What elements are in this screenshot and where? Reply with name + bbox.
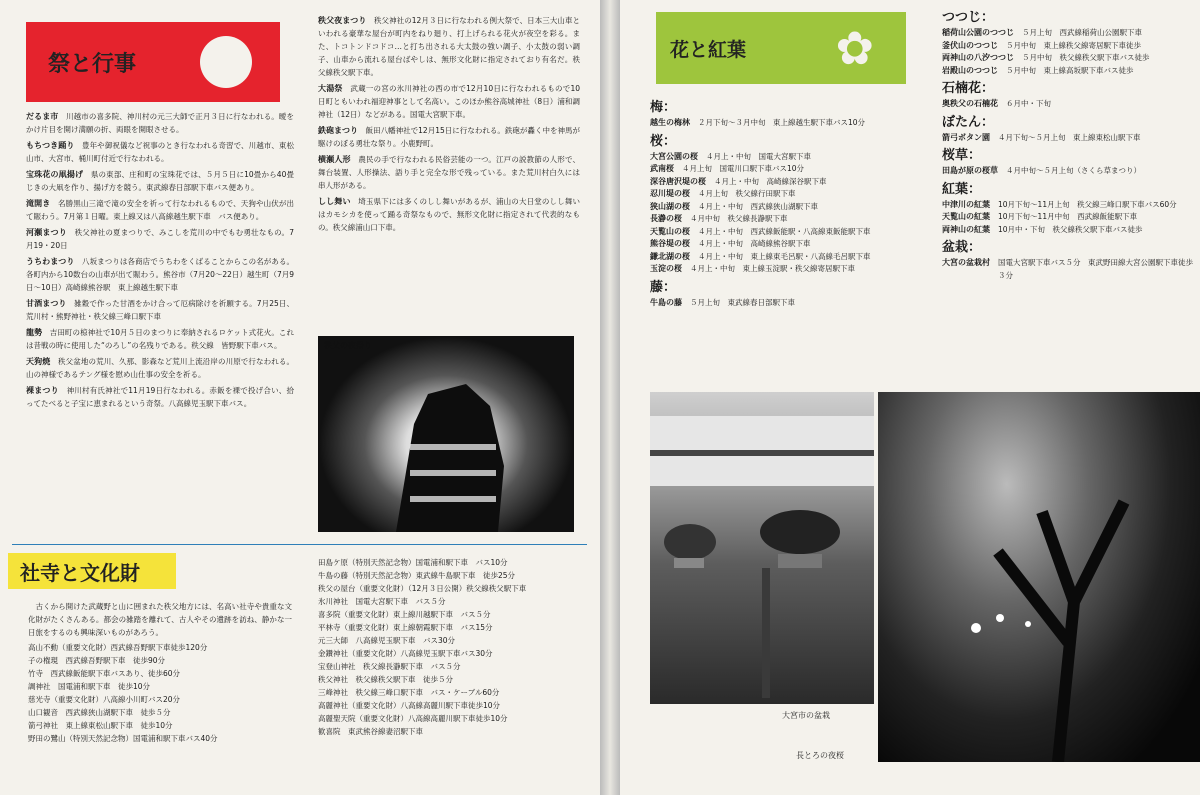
- festival-entry: [26, 355, 294, 381]
- festival-entry: [318, 82, 580, 121]
- cherry-blossom-icon: ✿: [835, 21, 874, 75]
- temple-entry: 高麗聖天院（重要文化財）八高線高麗川駅下車徒歩10分: [318, 714, 508, 723]
- festival-text: 名勝黒山三滝で滝の安全を祈って行なわれるもので、天狗や山伏が出て賑わう。7月第１日曜。東上線又は八高線越生駅下車 バス便あり。: [26, 199, 294, 221]
- temple-entry: 秩父神社 秩父線秩父駅下車 徒歩５分: [318, 675, 453, 684]
- festival-entry: [26, 197, 294, 223]
- festival-text: 豊年や御祝儀など祝事のとき行なわれる奇習で、川越市、東松山市、大宮市、桶川町付近で行なわれる。: [26, 141, 294, 163]
- festival-entry: [26, 139, 294, 165]
- festival-name: 河瀬まつり: [26, 228, 67, 237]
- flower-place: 天覧山の桜: [650, 226, 690, 236]
- flower-info: ４月中旬 秩父線長瀞駅下車: [690, 214, 788, 223]
- festival-text: 飯田八幡神社で12月15日に行なわれる。鉄砲が轟く中を神馬が駆けのぼる勇壮な祭り。小鹿野町。: [318, 126, 580, 148]
- festival-text: 秩父盆地の荒川、久那、影森など荒川上流沿岸の川原で行なわれる。山の神様であるテング様を慰め山仕事の安全を祈る。: [26, 357, 294, 379]
- festival-name: 横瀬人形: [318, 155, 351, 164]
- flower-entry: [650, 201, 912, 214]
- festival-text: 吉田町の椋神社で10月５日のまつりに奉納されるロケット式花火。これは昔戦の時に使用した“のろし”の名残りである。秩父線 皆野駅下車バス。: [26, 328, 294, 350]
- flower-section-heading: ぼたん：: [942, 114, 995, 130]
- flower-info: 国電大宮駅下車バス５分 東武野田線大宮公園駅下車徒歩３分: [998, 258, 1193, 280]
- festival-entry: [26, 226, 294, 252]
- flower-info: ４月上・中旬 東上線玉淀駅・秩父線寄居駅下車: [690, 264, 855, 273]
- festival-entry: [318, 124, 580, 150]
- flower-entry: [942, 40, 1200, 53]
- temple-entry: 喜多院（重要文化財）東上線川越駅下車 バス５分: [318, 610, 491, 619]
- flower-entry: [650, 117, 912, 130]
- flower-place: 狭山湖の桜: [650, 201, 690, 211]
- festival-text: 武蔵一の宮の氷川神社の西の市で12月10日に行なわれるもので10日町ともいわれ福迎神事として名高い。このほか熊谷高城神社（8日）浦和調神社（12日）などがある。国電大宮駅下車。: [318, 84, 580, 119]
- festival-name: 宝珠花の凧揚げ: [26, 170, 84, 179]
- temple-entry: 野田の鷺山（特別天然記念物）国電浦和駅下車バス40分: [28, 734, 218, 743]
- temple-entry: 牛島の藤（特別天然記念物）東武線牛島駅下車 徒歩25分: [318, 571, 516, 580]
- flower-entry: [942, 27, 1200, 40]
- festival-name: 天狗焼: [26, 357, 51, 366]
- flower-place: 長瀞の桜: [650, 214, 682, 223]
- flower-info: ５月中旬 東上線秩父線寄居駅下車徒歩: [1006, 40, 1141, 50]
- temple-entry: 宝登山神社 秩父線長瀞駅下車 バス５分: [318, 662, 461, 671]
- temple-entry: 秩父の屋台（重要文化財）（12月３日公開）秩父線秩父駅下車: [318, 584, 527, 593]
- flower-place: 牛島の藤: [650, 297, 682, 307]
- flower-section-heading: 紅葉：: [942, 181, 982, 197]
- flower-place: 天覧山の紅葉: [942, 212, 990, 221]
- flower-section-heading: つつじ：: [942, 10, 995, 25]
- temples-heading: [8, 553, 176, 589]
- flower-info: ５月中旬 秩父線秩父駅下車バス徒歩: [1022, 53, 1150, 62]
- temple-entry: 山口観音 西武線狭山湖駅下車 徒歩５分: [28, 708, 171, 717]
- flower-info: ４月上旬 国電川口駅下車バス10分: [682, 164, 805, 173]
- flower-entry: [942, 52, 1200, 65]
- temple-entry: 金鑽神社（重要文化財）八高線児玉駅下車バス30分: [318, 649, 493, 658]
- festival-name: 秩父夜まつり: [318, 16, 367, 25]
- lantern-icon: [200, 36, 252, 88]
- flower-entry: [650, 251, 912, 264]
- festival-entry: [318, 195, 580, 234]
- flower-section-heading: 藤：: [650, 279, 677, 295]
- book-gutter: [600, 0, 620, 795]
- flower-info: ４月下旬～５月上旬 東上線東松山駅下車: [998, 132, 1141, 142]
- temple-entry: 高麗神社（重要文化財）八高線高麗川駅下車徒歩10分: [318, 701, 501, 710]
- temple-entry: 歓喜院 東武熊谷線妻沼駅下車: [318, 727, 423, 736]
- flower-entry: [942, 165, 1200, 178]
- temple-entry: 平林寺（重要文化財）東上線朝霞駅下車 バス15分: [318, 623, 493, 632]
- flower-info: ４月上旬 秩父線行田駅下車: [698, 189, 796, 198]
- temples-column-2: [318, 556, 580, 774]
- flower-info: ５月中旬 東上線高坂駅下車バス徒歩: [1006, 65, 1134, 75]
- temples-column-1: [28, 600, 292, 745]
- festival-text: 埼玉県下には多くのしし舞いがあるが、浦山の大日堂のしし舞いはカモシカを使って踊る奇祭なもので、無形文化財に指定されて代表的なもの。秩父線浦山口下車。: [318, 197, 580, 232]
- flowers-column-2: [942, 6, 1200, 390]
- flower-entry: [650, 213, 912, 226]
- flower-info: ２月下旬～３月中旬 東上線越生駅下車バス10分: [698, 118, 866, 127]
- flower-entry: [942, 98, 1200, 111]
- temple-entry: 氷川神社 国電大宮駅下車 バス５分: [318, 597, 446, 606]
- flower-place: 田島が原の桜草: [942, 166, 998, 175]
- festival-name: 裸まつり: [26, 386, 59, 395]
- flower-section-heading: 桜：: [650, 133, 677, 149]
- flower-entry: [942, 199, 1200, 212]
- temple-entry: 竹寺 西武線飯能駅下車バスあり、徒歩60分: [28, 669, 181, 678]
- temple-entry: 三峰神社 秩父線三峰口駅下車 バス・ケーブル60分: [318, 688, 500, 697]
- flower-place: 両神山の八汐つつじ: [942, 53, 1014, 62]
- flower-info: ６月中・下旬: [1006, 99, 1051, 108]
- festival-entry: [26, 297, 294, 323]
- festival-name: 甘酒まつり: [26, 299, 67, 308]
- festival-name: もちつき踊り: [26, 141, 75, 150]
- flower-entry: [942, 65, 1200, 78]
- temple-entry: 調神社 国電浦和駅下車 徒歩10分: [28, 682, 151, 691]
- festivals-heading: [26, 22, 280, 102]
- festival-entry: [26, 326, 294, 352]
- temple-entry: 高山不動（重要文化財）西武線吾野駅下車徒歩120分: [28, 643, 208, 652]
- festival-entry: [26, 168, 294, 194]
- flower-entry: [942, 224, 1200, 237]
- flower-entry: [650, 263, 912, 276]
- flower-info: ４月上・中旬 高崎線熊谷駅下車: [698, 239, 811, 248]
- flower-entry: [942, 132, 1200, 145]
- temples-intro: 古くから開けた武蔵野と山に囲まれた秩父地方には、名高い社寺や貴重な文化財がたくさんある。都会の雑踏を離れて、古人やその遺跡を訪ね、静かな一日旅をするのも興味深いものがあろう。: [28, 602, 292, 637]
- temples-title: 社寺と文化財: [20, 560, 140, 585]
- flowers-column-1: [650, 96, 912, 388]
- festival-entry: [26, 255, 294, 294]
- flower-place: 奥秩父の石楠花: [942, 99, 998, 108]
- temple-entry: 元三大師 八高線児玉駅下車 バス30分: [318, 636, 456, 645]
- flower-entry: [650, 226, 912, 239]
- festival-name: うちわまつり: [26, 257, 75, 266]
- flower-place: 鎌北湖の桜: [650, 251, 690, 261]
- bonsai-photo: [650, 392, 874, 704]
- flower-entry: [650, 163, 912, 176]
- flower-place: 忍川堤の桜: [650, 189, 690, 198]
- temple-entry: 子の権現 西武線吾野駅下車 徒歩90分: [28, 656, 166, 665]
- festival-entry: [318, 14, 580, 79]
- right-page: [620, 0, 1200, 795]
- flower-info: ４月上・中旬 西武線狭山湖駅下車: [698, 201, 818, 211]
- festivals-column-2: [318, 14, 580, 336]
- festivals-column-1: [26, 110, 294, 538]
- flower-place: 大宮公園の桜: [650, 151, 698, 161]
- festival-entry: [26, 384, 294, 410]
- flower-entry: [650, 151, 912, 164]
- flowers-title: 花と紅葉: [670, 38, 747, 61]
- flower-info: ４月中旬～５月上旬（さくら草まつり）: [1006, 166, 1141, 175]
- flower-info: ４月上・中旬 東上線東毛呂駅・八高線毛呂駅下車: [698, 251, 871, 261]
- festival-text: 八坂まつりは各商店でうちわをくばることからこの名がある。各町内から10数台の山車が出て賑わう。熊谷市（7月20～22日）越生町（7月9日～10日）高崎線熊谷駅 東上線越生駅下車: [26, 257, 294, 292]
- festival-name: 滝開き: [26, 199, 51, 208]
- festival-text: 県の東部、庄和町の宝珠花では、５月５日に10畳から40畳じきの大凧を作り、揚げ方を競う。東武線春日部駅下車バス便あり。: [26, 170, 294, 192]
- flower-place: 大宮の盆栽村: [942, 258, 990, 267]
- festival-text: 雑穀で作った甘酒をかけ合って厄病除けを祈願する。7月25日、荒川村・熊野神社・秩父線三峰口駅下車: [26, 299, 294, 321]
- festival-name: 鉄砲まつり: [318, 126, 359, 135]
- flower-place: 両神山の紅葉: [942, 224, 990, 234]
- festival-name: しし舞い: [318, 197, 351, 206]
- flower-section-heading: 盆栽：: [942, 240, 982, 255]
- temple-entry: 田島ケ原（特別天然記念物）国電浦和駅下車 バス10分: [318, 558, 508, 567]
- flower-entry: [650, 297, 912, 310]
- flower-info: 10月下旬～11月中旬 西武線飯能駅下車: [998, 212, 1138, 221]
- flower-info: ４月上・中旬 高崎線深谷駅下車: [714, 176, 827, 186]
- flower-info: 10月中・下旬 秩父線秩父駅下車バス徒歩: [998, 224, 1143, 234]
- flower-info: ４月上・中旬 西武線飯能駅・八高線東飯能駅下車: [698, 226, 871, 236]
- flower-place: 岩殿山のつつじ: [942, 65, 998, 75]
- festival-text: 神川村有氏神社で11月19日行なわれる。赤飯を裸で投げ合い、拾ってたべると子宝に恵まれるという奇祭。八高線児玉駅下車バス。: [26, 386, 294, 408]
- flower-entry: [650, 238, 912, 251]
- flower-place: 越生の梅林: [650, 118, 690, 127]
- festival-name: 龍勢: [26, 328, 43, 337]
- flower-info: ５月上旬 西武線稲荷山公園駅下車: [1022, 28, 1142, 37]
- festival-photo-caption: 秩父の夜祭り: [324, 341, 372, 350]
- temple-entry: 箭弓神社 東上線東松山駅下車 徒歩10分: [28, 721, 173, 730]
- flower-section-heading: 石楠花：: [942, 81, 995, 96]
- flowers-heading: [656, 12, 906, 84]
- flower-section-heading: 桜草：: [942, 148, 982, 163]
- flower-place: 深谷唐沢堤の桜: [650, 176, 706, 186]
- flower-entry: [650, 176, 912, 189]
- flower-entry: [650, 188, 912, 201]
- festival-text: 川越市の喜多院、神川村の元三大師で正月３日に行なわれる。曖をかけ片目を開け満願の折、両眼を開眼させる。: [26, 112, 294, 134]
- flower-place: 武南桜: [650, 164, 674, 173]
- flower-info: ５月上旬 東武線春日部駅下車: [690, 297, 795, 307]
- flower-section-heading: 梅：: [650, 100, 677, 115]
- flower-place: 中津川の紅葉: [942, 199, 990, 209]
- festival-name: 大湯祭: [318, 84, 343, 93]
- festival-entry: [318, 153, 580, 192]
- bonsai-caption: 大宮市の盆栽: [782, 711, 830, 720]
- festival-text: 秩父神社の12月３日に行なわれる例大祭で、日本三大山車といわれる豪華な屋台が町内をねり廻り、打上げられる花火が夜空を彩る。また、トコトンドコドコ…と打ち出される大太鼓の強い調子、小太鼓の弱い調子、山車から流れる屋台ばやしは、無形文化財に指定されており有名だ。秩父線秩父駅下車。: [318, 16, 580, 77]
- flower-place: 釜伏山のつつじ: [942, 40, 998, 50]
- flower-place: 稲荷山公園のつつじ: [942, 28, 1014, 37]
- flower-place: 熊谷堤の桜: [650, 239, 690, 248]
- flower-place: 箭弓ボタン園: [942, 132, 990, 142]
- flower-place: 玉淀の桜: [650, 264, 682, 273]
- flower-entry: [942, 257, 1200, 282]
- flower-entry: [942, 211, 1200, 224]
- night-cherry-caption: 長とろの夜桜: [796, 751, 844, 760]
- temple-entry: 慈光寺（重要文化財）八高線小川町バス20分: [28, 695, 181, 704]
- flower-info: ４月上・中旬 国電大宮駅下車: [706, 151, 811, 161]
- night-cherry-photo: [878, 392, 1200, 762]
- flower-info: 10月下旬～11月上旬 秩父線三峰口駅下車バス60分: [998, 199, 1177, 209]
- festival-text: 秩父神社の夏まつりで、みこしを荒川の中でもむ勇壮なもの。7月19・20日: [26, 228, 294, 250]
- festival-entry: [26, 110, 294, 136]
- festival-text: 農民の手で行なわれる民俗芸能の一つ。江戸の説教節の人形で、舞台装置、人形操法、語り手と完全な形で残っている。また荒川村白久には串人形がある。: [318, 155, 580, 190]
- section-divider: [12, 544, 587, 545]
- night-festival-photo: [318, 336, 574, 532]
- festival-name: だるま市: [26, 112, 59, 121]
- festivals-title: 祭と行事: [48, 51, 137, 77]
